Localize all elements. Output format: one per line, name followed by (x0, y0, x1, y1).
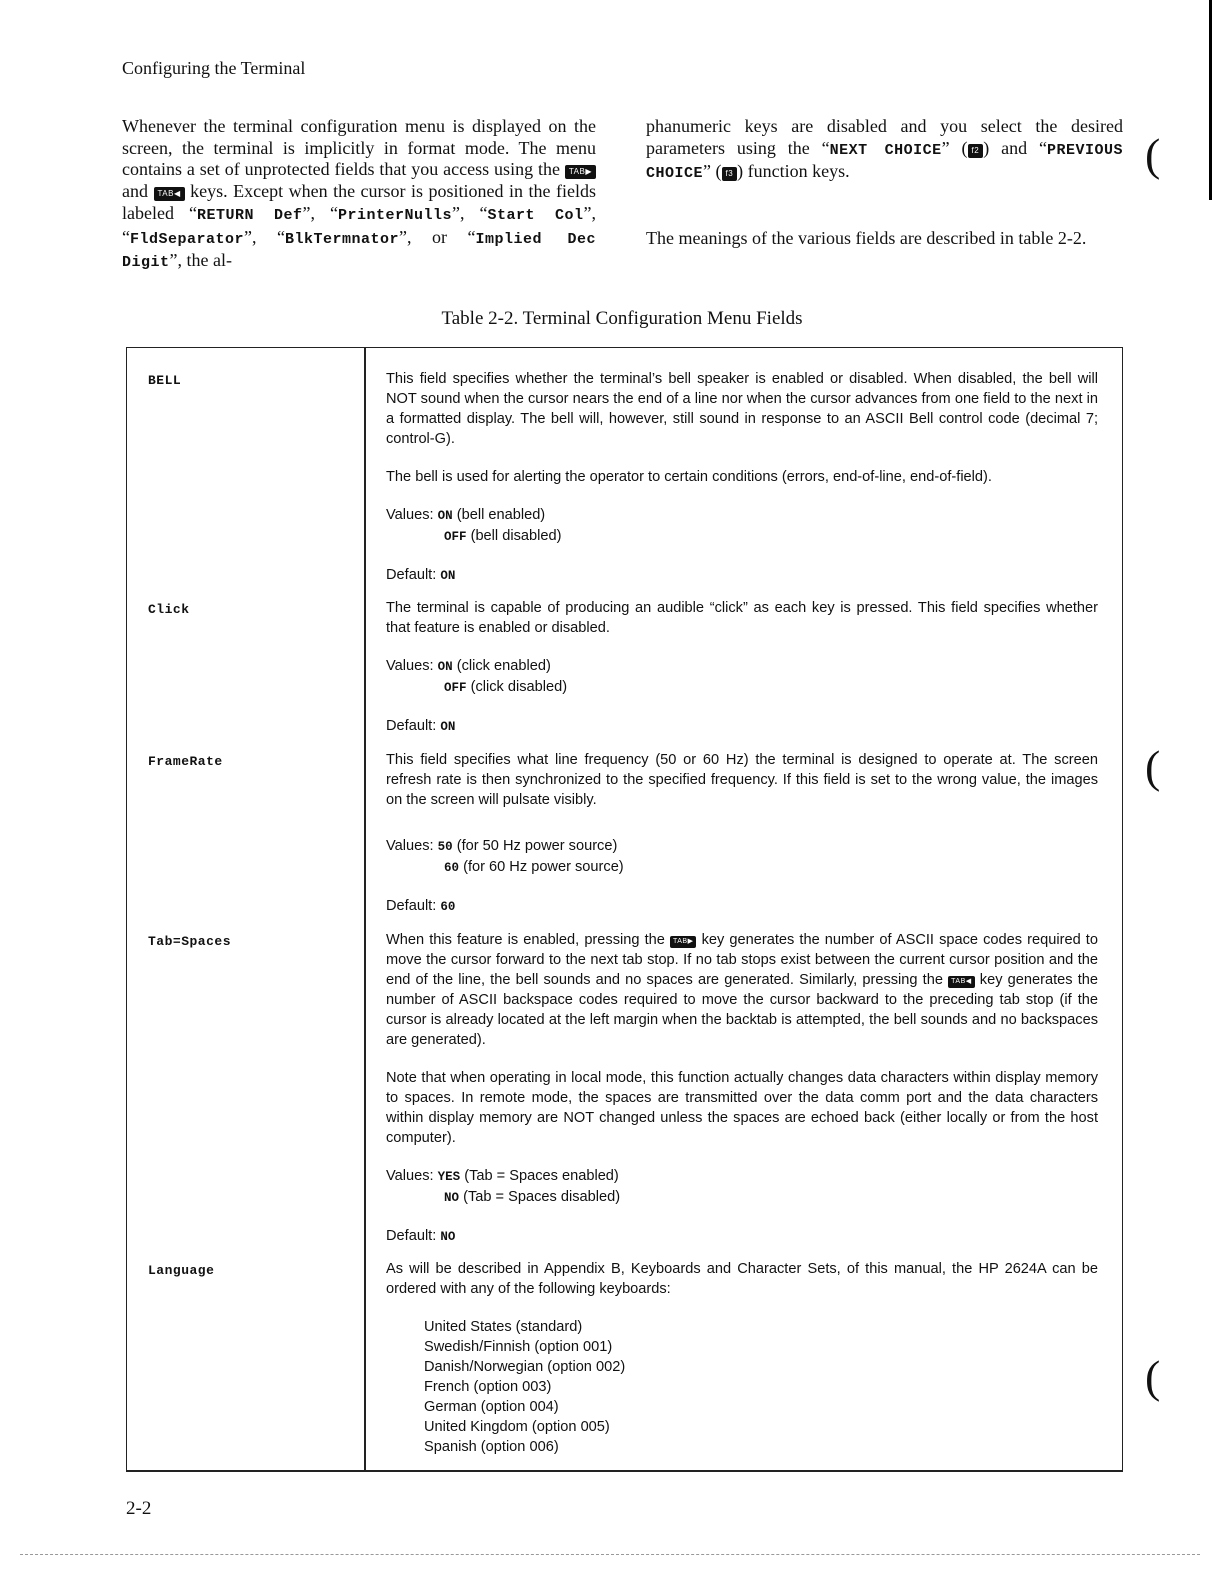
bell-paragraph-2: The bell is used for alerting the operator to certain conditions (errors, end-of-line, end-of-field). (386, 469, 992, 485)
field-ref-printernulls: PrinterNulls (337, 206, 452, 224)
page-bottom-rule (20, 1554, 1200, 1555)
field-ref-return-def: RETURN Def (196, 206, 303, 224)
list-item: Danish/Norwegian (option 002) (424, 1359, 626, 1375)
bell-default: Default: ON (386, 567, 456, 583)
intro-paragraph-2: The meanings of the various fields are described in table 2-2. (646, 228, 1087, 249)
field-ref-fldseparator: FldSeparator (130, 230, 245, 248)
language-paragraph-1: As will be described in Appendix B, Keyboards and Character Sets, of this manual, the HP 2624A can be ordered with any of the following keyboards: (386, 1261, 1098, 1297)
backtab-key-icon: TAB◀ (154, 187, 185, 201)
backtab-key-icon: TAB◀ (948, 976, 974, 988)
margin-mark: ( (1145, 129, 1161, 180)
field-desc-language (386, 1259, 1098, 1457)
list-item: Swedish/Finnish (option 001) (424, 1339, 613, 1355)
keyboard-list (386, 1317, 1098, 1457)
intro-right-column (646, 116, 1123, 250)
tabspaces-paragraph-1: When this feature is enabled, pressing the TAB▶ key generates the number of ASCII space codes required to move the cursor forward to the next tab stop. If no tab stops exist between the current cursor position and the end of the line, the bell sounds and no spaces are generated. Similarly, pressing the TAB◀ key generates the number of ASCII backspace codes required to move the cursor backward to the preceding tab stop (if the cursor is already located at the left margin when the backtab is attempted, the bell sounds and no backspaces are generated). (386, 932, 1098, 1048)
intro-paragraph-1: Whenever the terminal configuration menu is displayed on the screen, the terminal is implicitly in format mode. The menu contains a set of unprotected fields that you access using the TAB▶ and TAB◀ keys. Except when the cursor is positioned in the fields labeled “RETURN Def”, “PrinterNulls”, “Start Col”, “FldSeparator”, “BlkTermnator”, or “Implied Dec Digit”, the al- (122, 116, 597, 272)
next-choice-label: NEXT CHOICE (829, 141, 942, 159)
click-default: Default: ON (386, 718, 456, 734)
click-paragraph-1: The terminal is capable of producing an audible “click” as each key is pressed. This field specifies whether that feature is enabled or disabled. (386, 600, 1098, 636)
list-item: German (option 004) (424, 1399, 559, 1415)
tab-key-icon: TAB▶ (565, 165, 596, 179)
field-ref-blktermnator: BlkTermnator (285, 230, 400, 248)
field-name-language: Language (148, 1263, 215, 1278)
framerate-paragraph-1: This field specifies what line frequency (50 or 60 Hz) the terminal is designed to operate at. The screen refresh rate is then synchronized to the specified frequency. If this field is set to the wrong value, the images on the screen will pulsate visibly. (386, 752, 1098, 808)
click-values: Values: ON (click enabled) OFF (click disabled) (386, 658, 568, 695)
table-caption: Table 2-2. Terminal Configuration Menu Fields (441, 308, 803, 329)
framerate-values: Values: 50 (for 50 Hz power source) 60 (for 60 Hz power source) (386, 838, 624, 875)
list-item: United States (standard) (424, 1319, 583, 1335)
field-desc-framerate (386, 750, 1098, 917)
field-ref-start-col: Start Col (487, 206, 584, 224)
table-column-divider (364, 347, 366, 1472)
intro-left-column (122, 116, 596, 274)
field-ref-implied-dec-digit: Implied Dec Digit (122, 230, 596, 272)
margin-mark: ( (1145, 741, 1161, 792)
list-item: French (option 003) (424, 1379, 552, 1395)
tabspaces-paragraph-2: Note that when operating in local mode, this function actually changes data characters within display memory to spaces. In remote mode, the spaces are transmitted over the data comm port and the data characters within display memory are NOT changed unless the spaces are echoed back (either locally or from the host computer). (386, 1070, 1098, 1146)
page-edge-line (1209, 0, 1212, 200)
field-name-click: Click (148, 602, 190, 617)
tab-key-icon: TAB▶ (670, 936, 696, 948)
running-head: Configuring the Terminal (122, 58, 306, 78)
field-name-bell: BELL (148, 373, 182, 388)
list-item: United Kingdom (option 005) (424, 1419, 610, 1435)
page-number: 2-2 (126, 1498, 152, 1519)
field-desc-click (386, 598, 1098, 737)
bell-values: Values: ON (bell enabled) OFF (bell disabled) (386, 507, 562, 544)
f2-key-icon: f2 (968, 144, 984, 158)
field-desc-tabspaces (386, 930, 1098, 1247)
list-item: Spanish (option 006) (424, 1439, 559, 1455)
margin-mark: ( (1145, 1351, 1161, 1402)
tabspaces-values: Values: YES (Tab = Spaces enabled) NO (Tab = Spaces disabled) (386, 1168, 621, 1205)
intro-paragraph-1-cont: phanumeric keys are disabled and you select the desired parameters using the “NEXT CHOICE” ( f2 ) and “PREVIOUS CHOICE” ( f3 ) function keys. (646, 116, 1123, 183)
field-desc-bell (386, 369, 1098, 586)
tabspaces-default: Default: NO (386, 1228, 456, 1244)
bell-paragraph-1: This field specifies whether the terminal’s bell speaker is enabled or disabled. When disabled, the bell will NOT sound when the cursor nears the end of a line nor when the cursor advances from one field to the next in a formatted display. The bell will, however, still sound in response to an ASCII Bell control code (decimal 7; control-G). (386, 371, 1098, 447)
f3-key-icon: f3 (722, 167, 738, 181)
framerate-default: Default: 60 (386, 898, 456, 914)
previous-choice-label: PREVIOUS CHOICE (646, 141, 1123, 183)
field-name-tabspaces: Tab=Spaces (148, 934, 232, 949)
field-name-framerate: FrameRate (148, 754, 223, 769)
